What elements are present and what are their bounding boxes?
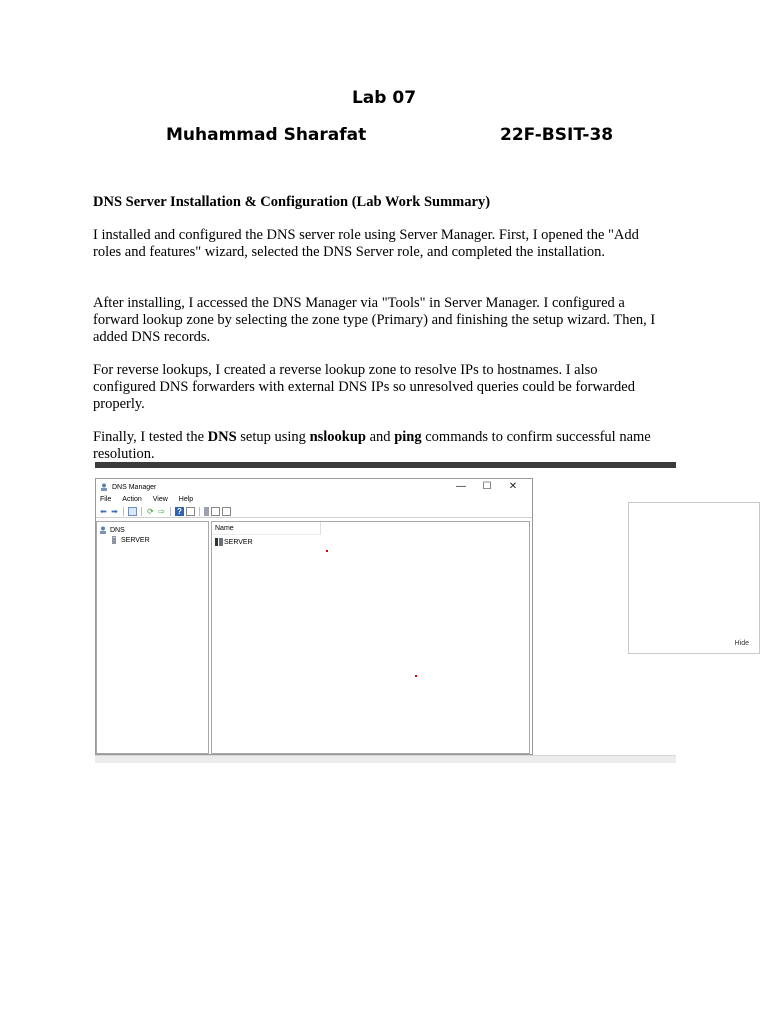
p4-mid2: and <box>366 429 395 445</box>
tree-node-server-label: SERVER <box>121 536 150 544</box>
paragraph-testing <box>93 429 663 463</box>
column-header-name[interactable] <box>212 522 321 535</box>
dns-manager-window <box>95 478 533 755</box>
minimize-button[interactable]: — <box>456 481 466 492</box>
results-pane <box>211 521 530 754</box>
author-name: Muhammad Sharafat <box>166 125 367 145</box>
p4-bold-nslookup: nslookup <box>309 429 366 445</box>
red-marker <box>415 675 417 677</box>
list-item-label: SERVER <box>224 538 253 546</box>
toolbar-separator <box>199 507 200 516</box>
menu-view[interactable]: View <box>152 496 168 503</box>
window-titlebar <box>96 479 532 495</box>
forward-icon[interactable]: ➡ <box>111 506 118 516</box>
list-item[interactable] <box>212 537 529 547</box>
toolbar-separator <box>170 507 171 516</box>
p4-bold-ping: ping <box>394 429 422 445</box>
export-icon[interactable]: ⇨ <box>158 506 165 516</box>
column-header-name-label: Name <box>215 524 234 532</box>
hide-link[interactable]: Hide <box>734 640 749 647</box>
refresh-icon[interactable]: ⟳ <box>147 506 154 516</box>
window-title: DNS Manager <box>112 483 157 491</box>
console-tree <box>96 521 209 754</box>
table-icon[interactable] <box>211 507 220 516</box>
dns-app-icon <box>100 483 108 491</box>
server-icon <box>110 536 118 544</box>
console-tree-icon[interactable] <box>128 507 137 516</box>
menu-action[interactable]: Action <box>122 496 142 503</box>
lab-title: Lab 07 <box>351 88 417 108</box>
paragraph-reverse-zone: For reverse lookups, I created a reverse lookup zone to resolve IPs to hostnames. I also configured DNS forwarders with external DNS IPs so unresolved queries could be forwarded properly. <box>93 362 635 412</box>
screenshot-top-bar <box>95 462 676 468</box>
server-icon <box>215 538 223 546</box>
toolbar-separator <box>123 507 124 516</box>
paragraph-installation: I installed and configured the DNS server role using Server Manager. First, I opened the "Add roles and features" wizard, selected the DNS Server role, and completed the installation. <box>93 227 639 260</box>
close-button[interactable]: ✕ <box>508 481 518 492</box>
dns-manager-screenshot <box>95 462 749 762</box>
server-icon[interactable] <box>204 507 209 516</box>
dns-icon <box>99 526 107 534</box>
properties-icon[interactable] <box>186 507 195 516</box>
maximize-button[interactable]: ☐ <box>482 481 492 492</box>
toolbar <box>96 505 532 518</box>
window-panes <box>96 521 532 754</box>
help-icon[interactable]: ? <box>175 507 184 516</box>
tree-node-server[interactable] <box>97 535 208 545</box>
menu-help[interactable]: Help <box>178 496 194 503</box>
p4-mid1: setup using <box>236 429 310 445</box>
tree-node-dns-label: DNS <box>110 526 125 534</box>
p4-start: Finally, I tested the <box>93 429 208 445</box>
red-marker <box>326 550 328 552</box>
roll-number: 22F-BSIT-38 <box>500 125 614 145</box>
toolbar-separator <box>141 507 142 516</box>
document-heading: DNS Server Installation & Configuration (Lab Work Summary) <box>93 194 491 210</box>
menu-file[interactable]: File <box>100 496 112 503</box>
window-controls <box>448 480 526 494</box>
back-icon[interactable]: ⬅ <box>100 506 107 516</box>
tree-node-dns[interactable] <box>97 525 208 535</box>
menu-bar <box>96 495 532 505</box>
paragraph-forward-zone: After installing, I accessed the DNS Manager via "Tools" in Server Manager. I configured a forward lookup zone by selecting the zone type (Primary) and finishing the setup wizard. Then, I added DNS records. <box>93 295 656 345</box>
p4-bold-dns: DNS <box>207 429 237 445</box>
list-icon[interactable] <box>222 507 231 516</box>
p4-end: commands to confirm successful name resolution. <box>93 429 651 462</box>
background-panel <box>628 502 760 654</box>
background-bottom-strip <box>95 755 676 763</box>
